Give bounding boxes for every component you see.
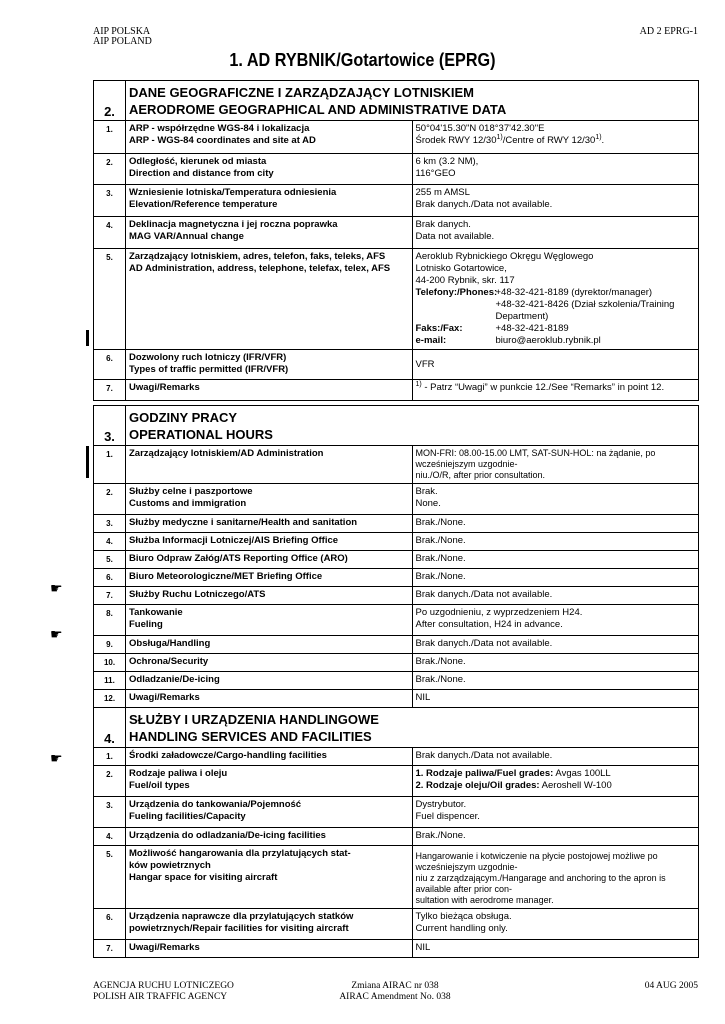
section-number: 2. — [94, 81, 126, 121]
table-row: 1. Zarządzający lotniskiem/AD Administration MON-FRI: 08.00-15.00 LMT, SAT-SUN-HOL: na żądanie, po wcześniejszym uzgodnie- niu./O/R, after prior consultation. — [94, 446, 699, 484]
footer-agency-en: POLISH AIR TRAFFIC AGENCY — [93, 991, 228, 1002]
table-row: 4. Służba Informacji Lotniczej/AIS Briefing Office Brak./None. — [94, 533, 699, 551]
header-left — [93, 27, 152, 47]
table-row: 4. Urządzenia do odladzania/De-icing facilities Brak./None. — [94, 828, 699, 846]
section-title: GODZINY PRACY OPERATIONAL HOURS — [126, 406, 699, 446]
page-title: 1. AD RYBNIK/Gotartowice (EPRG) — [229, 50, 496, 70]
section-number: 3. — [94, 406, 126, 446]
change-bar — [86, 446, 89, 478]
table-row: 3. Służby medyczne i sanitarne/Health and sanitation Brak./None. — [94, 515, 699, 533]
table-row: 6. Dozwolony ruch lotniczy (IFR/VFR) Types of traffic permitted (IFR/VFR) VFR — [94, 350, 699, 380]
table-row: 6. Urządzenia naprawcze dla przylatujących statków powietrznych/Repair facilities for visiting aircraft Tylko bieżąca obsługa. Current handling only. — [94, 909, 699, 940]
table-row: 5. Zarządzający lotniskiem, adres, telefon, faks, teleks, AFS AD Administration, address, telephone, telefax, telex, AFS Aeroklub Rybnickiego Okręgu Węglowego Lotnisko Gotartowice, 44-200 Rybnik, skr. 117 Telefony:/Phones:+48-32-421-8189 (dyrektor/manager) +48-32-421-8426 (Dział szkolenia/Training Department) Faks:/Fax: +48-32-421-8189 e-mail: biuro@aeroklub.rybnik.pl — [94, 249, 699, 350]
table-row: 4. Deklinacja magnetyczna i jej roczna poprawka MAG VAR/Annual change Brak danych. Data not available. — [94, 217, 699, 249]
pointing-hand-icon: ☛ — [50, 626, 63, 642]
table-row: 5. Biuro Odpraw Załóg/ATS Reporting Office (ARO) Brak./None. — [94, 551, 699, 569]
table-row: 9. Obsługa/Handling Brak danych./Data not available. — [94, 636, 699, 654]
section-4 — [93, 707, 699, 958]
table-row: 12. Uwagi/Remarks NIL — [94, 690, 699, 708]
section-title: DANE GEOGRAFICZNE I ZARZĄDZAJĄCY LOTNISKIEM AERODROME GEOGRAPHICAL AND ADMINISTRATIVE DATA — [126, 81, 699, 121]
table-row: 11. Odladzanie/De-icing Brak./None. — [94, 672, 699, 690]
table-row: 2. Służby celne i paszportowe Customs and immigration Brak. None. — [94, 484, 699, 515]
table-row: 7. Uwagi/Remarks NIL — [94, 940, 699, 958]
section-number: 4. — [94, 708, 126, 748]
table-row: 3. Urządzenia do tankowania/Pojemność Fueling facilities/Capacity Dystrybutor. Fuel dispencer. — [94, 797, 699, 828]
table-row: 1. Środki załadowcze/Cargo-handling facilities Brak danych./Data not available. — [94, 748, 699, 766]
section-2 — [93, 80, 699, 401]
table-row: 2. Odległość, kierunek od miasta Direction and distance from city 6 km (3.2 NM), 116°GEO — [94, 154, 699, 185]
table-row: 3. Wzniesienie lotniska/Temperatura odniesienia Elevation/Reference temperature 255 m AMSL Brak danych./Data not available. — [94, 185, 699, 217]
section-title: SŁUŻBY I URZĄDZENIA HANDLINGOWE HANDLING SERVICES AND FACILITIES — [126, 708, 699, 748]
change-bar — [86, 330, 89, 346]
header-page-ref: AD 2 EPRG-1 — [639, 26, 698, 37]
footer-left — [93, 981, 234, 1002]
table-row: 8. Tankowanie Fueling Po uzgodnieniu, z wyprzedzeniem H24. After consultation, H24 in advance. — [94, 605, 699, 636]
table-row: 2. Rodzaje paliwa i oleju Fuel/oil types 1. Rodzaje paliwa/Fuel grades: Avgas 100LL 2. Rodzaje oleju/Oil grades: Aeroshell W-100 — [94, 766, 699, 797]
footer-date: 04 AUG 2005 — [644, 981, 698, 991]
footer-agency-pl: AGENCJA RUCHU LOTNICZEGO — [93, 981, 234, 991]
table-row: 5. Możliwość hangarowania dla przylatujących stat- ków powietrznych Hangar space for visiting aircraft Hangarowanie i kotwiczenie na płycie postojowej możliwe po wcześniejszym uzgodnie- niu z zarządzającym./Hangarage and anchoring to the apron is available after prior con- sultation with aerodrome manager. — [94, 846, 699, 909]
footer-amendment: Zmiana AIRAC nr 038 AIRAC Amendment No. 038 — [339, 981, 451, 1002]
table-row: 6. Biuro Meteorologiczne/MET Briefing Office Brak./None. — [94, 569, 699, 587]
table-row: 7. Służby Ruchu Lotniczego/ATS Brak danych./Data not available. — [94, 587, 699, 605]
table-row: 10. Ochrona/Security Brak./None. — [94, 654, 699, 672]
header-aip-polska: AIP POLSKA — [93, 26, 151, 37]
table-row: 7. Uwagi/Remarks $^{1)}$ - Patrz “Uwagi” w punkcie 12./See “Remarks” in point 12. — [94, 380, 699, 401]
email-link[interactable]: biuro@aeroklub.rybnik.pl — [495, 335, 601, 346]
section-3 — [93, 405, 699, 708]
table-row: 1. ARP - współrzędne WGS-84 i lokalizacja ARP - WGS-84 coordinates and site at AD 50°04'15.30"N 018°37'42.30"E Środek RWY 12/30$^{1)}$/Centre of RWY 12/30$^{1)}$. — [94, 121, 699, 154]
pointing-hand-icon: ☛ — [50, 750, 63, 766]
header-aip-poland: AIP POLAND — [93, 36, 152, 47]
pointing-hand-icon: ☛ — [50, 580, 63, 596]
